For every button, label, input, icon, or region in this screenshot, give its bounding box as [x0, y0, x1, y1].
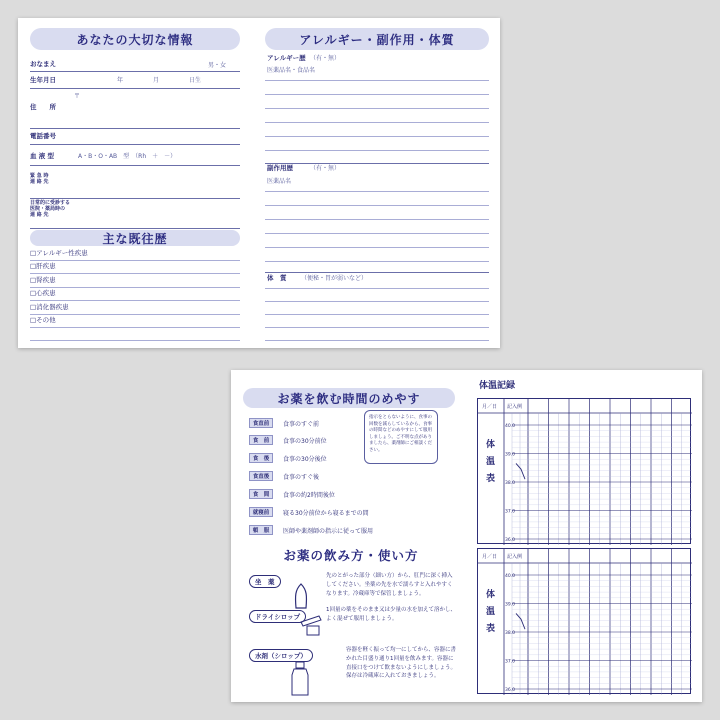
side-effect-sub: 医薬品名 [267, 178, 292, 185]
rule-line [265, 150, 489, 151]
timing-row [249, 489, 335, 499]
history-item[interactable]: □消化器疾患 [30, 303, 69, 311]
temp-tick-label: 40.0 [505, 424, 516, 429]
rule-line [265, 136, 489, 137]
gender-label: 男・女 [208, 62, 227, 69]
usage-heading: お薬の飲み方・使い方 [283, 548, 419, 563]
timing-row [249, 418, 319, 428]
temp-tick-label: 37.0 [505, 509, 516, 515]
divider [30, 71, 240, 72]
rule-line [265, 108, 489, 109]
liquid-label: 水剤（シロップ） [249, 649, 313, 662]
timing-row [249, 435, 327, 445]
chart-side-title: 体温表 [484, 439, 494, 490]
divider [30, 144, 240, 145]
phone-label: 電話番号 [30, 132, 56, 140]
timing-text: 食事の30分後位 [283, 455, 327, 463]
timing-row [249, 453, 327, 463]
timing-text: 食事のすぐ後 [283, 473, 320, 481]
date-header: 月／日 [482, 404, 498, 410]
timing-badge: 食 前 [249, 435, 273, 445]
timing-text: 寝る30分前位から寝るまでの間 [283, 509, 369, 517]
divider [30, 198, 240, 199]
timing-badge: 食直前 [249, 418, 273, 428]
timing-row [249, 525, 373, 535]
temperature-grid [478, 549, 692, 695]
timing-note: 指示をとらないように、食事の回数を減らしているから、食事の時間などのめやすにして服用しましょう。ご不明な点がありましたら、薬剤師にご相談ください。 [364, 410, 438, 464]
side-effect-label: 副作用歴 [267, 164, 293, 172]
temp-tick-label: 38.0 [505, 631, 516, 636]
suppository-icon [291, 582, 311, 610]
side-effect-yes-no: （有・無） [310, 165, 341, 172]
history-item[interactable]: □アレルギー性疾患 [30, 249, 88, 257]
divider [30, 300, 240, 301]
powder-cup-icon [299, 614, 325, 636]
temp-tick-label: 37.0 [505, 659, 516, 665]
rule-line [265, 191, 489, 192]
birth-label: 生年月日 [30, 76, 56, 84]
temp-tick-label: 39.0 [505, 452, 516, 458]
timing-text: 食事の約2時間後位 [283, 491, 335, 499]
timing-text: 食事のすぐ前 [283, 420, 320, 428]
rule-line [265, 219, 489, 220]
timing-row [249, 507, 369, 517]
rule-line [265, 314, 489, 315]
timing-badge: 食 間 [249, 489, 273, 499]
example-temp-line [516, 463, 525, 479]
constitution-label: 体 質 [267, 274, 287, 282]
divider [30, 273, 240, 274]
timing-row [249, 471, 319, 481]
divider [30, 287, 240, 288]
example-temp-line [516, 613, 525, 629]
allergy-heading: アレルギー・副作用・体質 [265, 28, 489, 50]
personal-info-heading: あなたの大切な情報 [30, 28, 240, 50]
history-item[interactable]: □肝疾患 [30, 262, 56, 270]
info-card-page [18, 18, 500, 348]
divider [30, 165, 240, 166]
rule-line [265, 233, 489, 234]
rule-line [265, 122, 489, 123]
timing-heading: お薬を飲む時間のめやす [243, 388, 455, 408]
rule-line [265, 247, 489, 248]
temperature-chart [477, 548, 691, 694]
rule-line [265, 301, 489, 302]
rule-line [265, 261, 489, 262]
allergy-yes-no: （有・無） [310, 55, 341, 62]
timing-badge: 就寝前 [249, 507, 273, 517]
divider [30, 128, 240, 129]
clinic-contact-label: 日常的に受診する 医院・薬局時の 連 絡 先 [30, 200, 71, 218]
temperature-grid [478, 399, 692, 545]
suppository-text: 先のとがった部分（細い方）から、肛門に深く挿入してください。坐薬の先を水で濡らすと入れやすくなります。冷蔵庫等で保管しましょう。 [326, 573, 453, 597]
timing-text: 食事の30分前位 [283, 437, 327, 445]
timing-badge: 頓 服 [249, 525, 273, 535]
dry-syrup-text: 1回量の薬をそのまま又は少量の水を加えて溶かし、よく混ぜて服用しましょう。 [326, 607, 457, 622]
postal-mark: 〒 [74, 93, 81, 100]
divider [30, 340, 240, 341]
blood-type-label: 血 液 型 [30, 152, 55, 160]
example-header: 記入例 [507, 404, 523, 410]
year-label: 年 [117, 77, 124, 84]
history-item[interactable]: □心疾患 [30, 289, 56, 297]
divider [265, 272, 489, 273]
medicine-guide-page [231, 370, 702, 702]
timing-text: 医師や薬剤師の指示に従って服用 [283, 527, 374, 535]
temp-tick-label: 39.0 [505, 602, 516, 608]
example-header: 記入例 [507, 554, 523, 560]
divider [30, 260, 240, 261]
constitution-note: （便秘・胃が弱いなど） [301, 275, 368, 282]
date-header: 月／日 [482, 554, 498, 560]
chart-side-title: 体温表 [484, 589, 494, 640]
bottle-icon [289, 661, 311, 697]
divider [30, 327, 240, 328]
temp-record-title: 体温記録 [479, 381, 516, 391]
history-item[interactable]: □その他 [30, 316, 56, 324]
day-label: 日生 [189, 77, 202, 84]
temperature-chart [477, 398, 691, 544]
divider [265, 163, 489, 164]
blood-type-options: A・B・O・AB 型 （Rh ＋ －） [78, 153, 177, 160]
rule-line [265, 80, 489, 81]
history-item[interactable]: □腎疾患 [30, 276, 56, 284]
dry-syrup-label: ドライシロップ [249, 610, 306, 623]
timing-badge: 食直後 [249, 471, 273, 481]
liquid-text: 容器を軽く振って均一にしてから、容器に書かれた目盛り通り1回量を飲みます。容器に直接口をつけて飲まないようにしましょう。保存は冷蔵庫に入れておきましょう。 [346, 647, 457, 680]
month-label: 月 [153, 77, 160, 84]
temp-tick-label: 36.0 [505, 538, 516, 543]
divider [30, 88, 240, 89]
timing-badge: 食 後 [249, 453, 273, 463]
address-label: 住 所 [30, 103, 56, 111]
temp-tick-label: 40.0 [505, 574, 516, 579]
rule-line [265, 94, 489, 95]
suppository-label: 坐 薬 [249, 575, 281, 588]
divider [30, 314, 240, 315]
rule-line [265, 327, 489, 328]
rule-line [265, 288, 489, 289]
allergy-history-label: アレルギー歴 [267, 54, 306, 62]
medical-history-heading: 主な既往歴 [30, 230, 240, 246]
emergency-contact-label: 緊 急 時 連 絡 先 [30, 173, 49, 185]
temp-tick-label: 36.0 [505, 688, 516, 693]
temp-tick-label: 38.0 [505, 481, 516, 486]
rule-line [265, 205, 489, 206]
rule-line [265, 340, 489, 341]
name-label: おなまえ [30, 60, 56, 68]
allergy-sub: 医薬品名・食品名 [267, 67, 316, 74]
